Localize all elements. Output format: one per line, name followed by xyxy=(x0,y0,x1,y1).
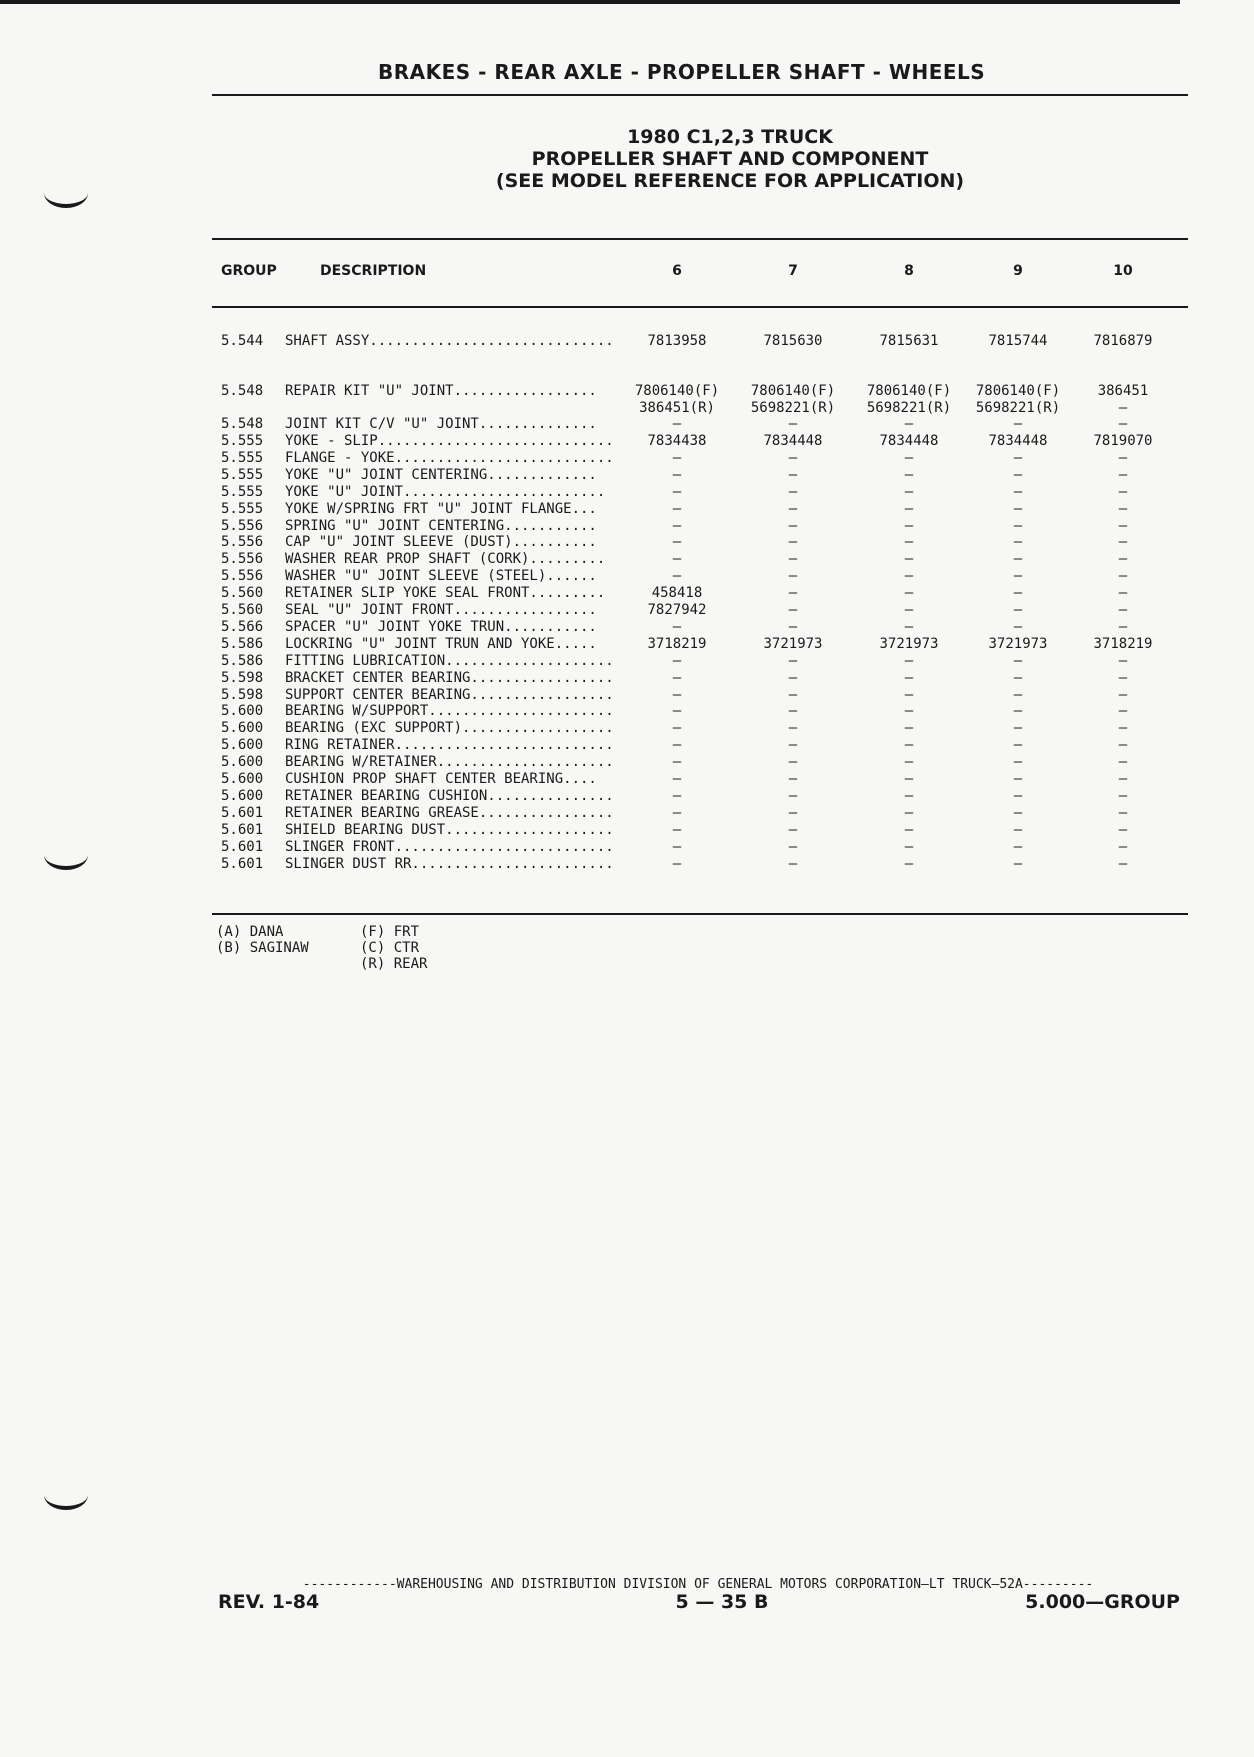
part-number-cell: — xyxy=(904,517,914,534)
part-number-cell: — xyxy=(672,669,682,686)
part-number-cell: — xyxy=(1118,416,1128,432)
part-number-cell: — xyxy=(904,838,914,855)
table-row xyxy=(0,754,1254,771)
group-cell: 5.548 xyxy=(221,416,264,432)
part-number-cell: — xyxy=(904,855,914,872)
part-number-cell: — xyxy=(788,618,798,635)
description-cell: FLANGE - YOKE.......................... xyxy=(285,449,614,466)
part-number-cell: — xyxy=(788,568,798,585)
part-number-cell: 7819070 xyxy=(1093,433,1153,449)
column-header-10: 10 xyxy=(1113,263,1133,279)
description-cell: YOKE W/SPRING FRT "U" JOINT FLANGE... xyxy=(285,500,597,517)
part-number-cell: — xyxy=(904,483,914,500)
part-number-cell: 3718219 xyxy=(647,635,707,652)
group-cell: 5.556 xyxy=(221,534,264,551)
part-number-cell: — xyxy=(672,686,682,703)
part-number-cell: — xyxy=(1013,618,1023,635)
table-bottom-rule xyxy=(212,913,1188,915)
part-number-cell: — xyxy=(672,652,682,669)
part-number-cell: — xyxy=(788,787,798,804)
part-number-cell: — xyxy=(1118,804,1128,821)
part-number-cell: — xyxy=(788,534,798,551)
table-row xyxy=(0,856,1254,873)
part-number-cell: — xyxy=(1013,855,1023,872)
part-number-cell: — xyxy=(1118,602,1128,618)
part-number-cell: — xyxy=(1013,568,1023,585)
part-number-cell: — xyxy=(1013,652,1023,669)
description-cell: BEARING W/RETAINER..................... xyxy=(285,754,614,771)
part-number-cell: — xyxy=(1118,483,1128,500)
part-number-cell: — xyxy=(1013,720,1023,737)
group-cell: 5.555 xyxy=(221,466,264,483)
part-number-cell: — xyxy=(1118,585,1128,602)
part-number-cell: — xyxy=(1118,517,1128,534)
part-number-cell: 3721973 xyxy=(879,635,939,652)
part-number-cell: 3718219 xyxy=(1093,635,1153,652)
part-number-cell: 7827942 xyxy=(647,602,707,618)
part-number-cell: — xyxy=(904,787,914,804)
description-cell: BRACKET CENTER BEARING................. xyxy=(285,669,614,686)
part-number-cell: — xyxy=(1013,771,1023,787)
part-number-cell: 7815744 xyxy=(988,333,1048,349)
part-number-cell: — xyxy=(672,483,682,500)
part-number-cell: — xyxy=(788,585,798,602)
part-number-cell: — xyxy=(672,771,682,787)
description-cell: SPACER "U" JOINT YOKE TRUN........... xyxy=(285,618,597,635)
part-number-cell: — xyxy=(1013,703,1023,720)
part-number-cell: — xyxy=(1118,737,1128,754)
part-number-cell: — xyxy=(1118,787,1128,804)
part-number-cell: — xyxy=(788,416,798,432)
table-row xyxy=(0,788,1254,805)
part-number-cell: — xyxy=(1118,821,1128,838)
part-number-cell: — xyxy=(1118,551,1128,568)
part-number-cell: — xyxy=(904,449,914,466)
part-number-cell: — xyxy=(672,551,682,568)
title-line-2: PROPELLER SHAFT AND COMPONENT xyxy=(531,148,929,170)
table-row xyxy=(0,450,1254,467)
part-number-cell: — xyxy=(1013,737,1023,754)
footer-group: 5.000—GROUP xyxy=(1025,1591,1180,1613)
group-cell: 5.555 xyxy=(221,500,264,517)
group-cell: 5.598 xyxy=(221,686,264,703)
column-header-7: 7 xyxy=(788,263,798,279)
description-cell: SPRING "U" JOINT CENTERING........... xyxy=(285,517,597,534)
part-number-cell: 3721973 xyxy=(988,635,1048,652)
part-number-cell: — xyxy=(1118,449,1128,466)
description-cell: SEAL "U" JOINT FRONT................. xyxy=(285,602,597,618)
table-row xyxy=(0,670,1254,687)
description-cell: REPAIR KIT "U" JOINT................. xyxy=(285,383,597,399)
part-number-cell: — xyxy=(788,821,798,838)
table-row xyxy=(0,534,1254,551)
table-row xyxy=(0,687,1254,704)
description-cell: LOCKRING "U" JOINT TRUN AND YOKE..... xyxy=(285,635,597,652)
part-number-cell: — xyxy=(1013,449,1023,466)
description-cell: FITTING LUBRICATION.................... xyxy=(285,652,614,669)
part-number-cell: — xyxy=(1013,500,1023,517)
description-cell: CUSHION PROP SHAFT CENTER BEARING.... xyxy=(285,771,597,787)
group-cell: 5.586 xyxy=(221,652,264,669)
part-number-cell: 7834448 xyxy=(879,433,939,449)
part-number-cell: — xyxy=(672,500,682,517)
title-line-1: 1980 C1,2,3 TRUCK xyxy=(627,126,833,148)
part-number-cell: — xyxy=(672,534,682,551)
part-number-cell: — xyxy=(672,804,682,821)
part-number-cell: 3721973 xyxy=(763,635,823,652)
group-cell: 5.544 xyxy=(221,333,264,349)
part-number-cell: — xyxy=(672,754,682,771)
group-cell: 5.600 xyxy=(221,720,264,737)
column-header-6: 6 xyxy=(672,263,682,279)
table-row xyxy=(0,771,1254,788)
group-cell: 5.555 xyxy=(221,483,264,500)
group-cell: 5.600 xyxy=(221,771,264,787)
part-number-cell: 7806140(F) 5698221(R) xyxy=(975,383,1061,416)
part-number-cell: — xyxy=(904,737,914,754)
part-number-cell: 7815631 xyxy=(879,333,939,349)
description-cell: YOKE "U" JOINT........................ xyxy=(285,483,606,500)
part-number-cell: — xyxy=(788,737,798,754)
description-cell: YOKE "U" JOINT CENTERING............. xyxy=(285,466,597,483)
part-number-cell: — xyxy=(788,602,798,618)
group-cell: 5.556 xyxy=(221,517,264,534)
part-number-cell: 458418 xyxy=(651,585,703,602)
part-number-cell: — xyxy=(788,500,798,517)
part-number-cell: — xyxy=(904,703,914,720)
part-number-cell: — xyxy=(672,449,682,466)
part-number-cell: — xyxy=(672,838,682,855)
description-cell: RETAINER BEARING CUSHION............... xyxy=(285,787,614,804)
part-number-cell: — xyxy=(904,804,914,821)
part-number-cell: — xyxy=(1118,855,1128,872)
part-number-cell: 7834438 xyxy=(647,433,707,449)
group-cell: 5.560 xyxy=(221,602,264,618)
part-number-cell: — xyxy=(904,720,914,737)
part-number-cell: 7834448 xyxy=(988,433,1048,449)
part-number-cell: — xyxy=(788,804,798,821)
part-number-cell: — xyxy=(1118,686,1128,703)
binder-hole-mark xyxy=(44,840,88,870)
part-number-cell: — xyxy=(1013,585,1023,602)
legend-item: (B) SAGINAW xyxy=(216,940,309,956)
part-number-cell: — xyxy=(1118,652,1128,669)
legend-positions xyxy=(360,924,427,972)
part-number-cell: — xyxy=(1013,534,1023,551)
part-number-cell: — xyxy=(904,585,914,602)
group-cell: 5.586 xyxy=(221,635,264,652)
group-cell: 5.560 xyxy=(221,585,264,602)
legend-suppliers xyxy=(216,924,309,956)
part-number-cell: — xyxy=(1013,686,1023,703)
part-number-cell: — xyxy=(904,771,914,787)
part-number-cell: — xyxy=(1013,821,1023,838)
table-row xyxy=(0,720,1254,737)
footer-division-line: ------------WAREHOUSING AND DISTRIBUTION DIVISION OF GENERAL MOTORS CORPORATION—LT TRUCK—52A--------- xyxy=(302,1577,1094,1592)
part-number-cell: — xyxy=(788,517,798,534)
legend-item: (R) REAR xyxy=(360,956,428,972)
part-number-cell: — xyxy=(1013,669,1023,686)
table-row xyxy=(0,501,1254,518)
table-row xyxy=(0,551,1254,568)
part-number-cell: — xyxy=(1118,720,1128,737)
part-number-cell: — xyxy=(904,551,914,568)
description-cell: RETAINER SLIP YOKE SEAL FRONT......... xyxy=(285,585,606,602)
part-number-cell: — xyxy=(1013,754,1023,771)
table-row xyxy=(0,839,1254,856)
part-number-cell: — xyxy=(1013,483,1023,500)
footer-page-number: 5 — 35 B xyxy=(675,1591,769,1613)
part-number-cell: — xyxy=(904,618,914,635)
part-number-cell: — xyxy=(904,534,914,551)
group-cell: 5.600 xyxy=(221,703,264,720)
group-cell: 5.600 xyxy=(221,737,264,754)
group-cell: 5.601 xyxy=(221,838,264,855)
part-number-cell: — xyxy=(1118,568,1128,585)
legend-item: (F) FRT xyxy=(360,924,420,940)
description-cell: SUPPORT CENTER BEARING................. xyxy=(285,686,614,703)
group-cell: 5.555 xyxy=(221,449,264,466)
table-row xyxy=(0,805,1254,822)
table-row xyxy=(0,467,1254,484)
part-number-cell: — xyxy=(788,669,798,686)
part-number-cell: — xyxy=(788,686,798,703)
part-number-cell: — xyxy=(672,703,682,720)
part-number-cell: 7816879 xyxy=(1093,333,1153,349)
table-row xyxy=(0,653,1254,670)
part-number-cell: — xyxy=(1118,618,1128,635)
part-number-cell: — xyxy=(1118,500,1128,517)
description-cell: RING RETAINER.......................... xyxy=(285,737,614,754)
part-number-cell: — xyxy=(788,838,798,855)
description-cell: BEARING W/SUPPORT...................... xyxy=(285,703,614,720)
table-row xyxy=(0,822,1254,839)
part-number-cell: — xyxy=(1013,787,1023,804)
part-number-cell: — xyxy=(1013,804,1023,821)
group-cell: 5.566 xyxy=(221,618,264,635)
description-cell: JOINT KIT C/V "U" JOINT.............. xyxy=(285,416,597,432)
group-cell: 5.600 xyxy=(221,754,264,771)
column-header-9: 9 xyxy=(1013,263,1023,279)
part-number-cell: — xyxy=(672,568,682,585)
description-cell: CAP "U" JOINT SLEEVE (DUST).......... xyxy=(285,534,597,551)
table-row xyxy=(0,518,1254,535)
description-cell: WASHER "U" JOINT SLEEVE (STEEL)...... xyxy=(285,568,597,585)
part-number-cell: — xyxy=(1013,517,1023,534)
description-cell: SHAFT ASSY............................. xyxy=(285,333,614,349)
part-number-cell: — xyxy=(672,416,682,432)
part-number-cell: — xyxy=(1118,669,1128,686)
part-number-cell: — xyxy=(1118,754,1128,771)
description-cell: SLINGER FRONT.......................... xyxy=(285,838,614,855)
description-cell: RETAINER BEARING GREASE................ xyxy=(285,804,614,821)
legend-item: (A) DANA xyxy=(216,924,284,940)
part-number-cell: — xyxy=(1118,703,1128,720)
binder-hole-mark xyxy=(44,178,88,208)
group-cell: 5.598 xyxy=(221,669,264,686)
group-cell: 5.601 xyxy=(221,804,264,821)
footer-revision: REV. 1-84 xyxy=(218,1591,320,1613)
part-number-cell: — xyxy=(904,500,914,517)
table-row xyxy=(0,636,1254,653)
part-number-cell: — xyxy=(904,754,914,771)
part-number-cell: — xyxy=(672,855,682,872)
part-number-cell: 7806140(F) 5698221(R) xyxy=(750,383,836,416)
description-cell: BEARING (EXC SUPPORT).................. xyxy=(285,720,614,737)
part-number-cell: — xyxy=(788,551,798,568)
description-cell: WASHER REAR PROP SHAFT (CORK)......... xyxy=(285,551,606,568)
part-number-cell: — xyxy=(1118,534,1128,551)
part-number-cell: — xyxy=(788,466,798,483)
part-number-cell: — xyxy=(672,517,682,534)
part-number-cell: — xyxy=(788,652,798,669)
description-cell: YOKE - SLIP............................ xyxy=(285,433,614,449)
column-header-description: DESCRIPTION xyxy=(320,263,427,279)
part-number-cell: — xyxy=(672,821,682,838)
part-number-cell: — xyxy=(788,855,798,872)
part-number-cell: — xyxy=(788,720,798,737)
part-number-cell: — xyxy=(672,720,682,737)
part-number-cell: 386451 — xyxy=(1097,383,1149,416)
legend-item: (C) CTR xyxy=(360,940,420,956)
part-number-cell: — xyxy=(672,787,682,804)
binder-hole-mark xyxy=(44,1480,88,1510)
part-number-cell: — xyxy=(1013,466,1023,483)
description-cell: SHIELD BEARING DUST.................... xyxy=(285,821,614,838)
part-number-cell: — xyxy=(904,669,914,686)
group-cell: 5.548 xyxy=(221,383,264,399)
part-number-cell: — xyxy=(1118,466,1128,483)
part-number-cell: — xyxy=(788,703,798,720)
group-cell: 5.601 xyxy=(221,821,264,838)
part-number-cell: 7813958 xyxy=(647,333,707,349)
table-row xyxy=(0,703,1254,720)
part-number-cell: 7806140(F) 5698221(R) xyxy=(866,383,952,416)
table-row xyxy=(0,568,1254,585)
table-row xyxy=(0,333,1254,350)
table-row xyxy=(0,585,1254,602)
part-number-cell: — xyxy=(904,416,914,432)
group-cell: 5.556 xyxy=(221,568,264,585)
group-cell: 5.555 xyxy=(221,433,264,449)
part-number-cell: 7834448 xyxy=(763,433,823,449)
part-number-cell: — xyxy=(1118,838,1128,855)
table-row xyxy=(0,484,1254,501)
table-row xyxy=(0,619,1254,636)
part-number-cell: — xyxy=(1013,602,1023,618)
part-number-cell: — xyxy=(904,821,914,838)
group-cell: 5.556 xyxy=(221,551,264,568)
part-number-cell: — xyxy=(788,754,798,771)
column-header-8: 8 xyxy=(904,263,914,279)
title-line-3: (SEE MODEL REFERENCE FOR APPLICATION) xyxy=(495,170,965,192)
column-header-group: GROUP xyxy=(221,263,277,279)
part-number-cell: — xyxy=(1013,838,1023,855)
table-row xyxy=(0,602,1254,619)
group-cell: 5.601 xyxy=(221,855,264,872)
part-number-cell: — xyxy=(672,466,682,483)
part-number-cell: — xyxy=(1013,416,1023,432)
part-number-cell: — xyxy=(788,483,798,500)
table-row xyxy=(0,737,1254,754)
part-number-cell: — xyxy=(1118,771,1128,787)
description-cell: SLINGER DUST RR........................ xyxy=(285,855,614,872)
table-row xyxy=(0,416,1254,433)
part-number-cell: — xyxy=(788,771,798,787)
part-number-cell: — xyxy=(904,652,914,669)
part-number-cell: 7806140(F) 386451(R) xyxy=(634,383,720,416)
part-number-cell: — xyxy=(672,618,682,635)
part-number-cell: — xyxy=(788,449,798,466)
part-number-cell: — xyxy=(904,686,914,703)
table-row xyxy=(0,383,1254,416)
part-number-cell: — xyxy=(904,466,914,483)
group-cell: 5.600 xyxy=(221,787,264,804)
part-number-cell: — xyxy=(672,737,682,754)
part-number-cell: — xyxy=(904,568,914,585)
section-header: BRAKES - REAR AXLE - PROPELLER SHAFT - WHEELS xyxy=(378,60,986,84)
table-row xyxy=(0,433,1254,450)
part-number-cell: — xyxy=(1013,551,1023,568)
part-number-cell: — xyxy=(904,602,914,618)
part-number-cell: 7815630 xyxy=(763,333,823,349)
